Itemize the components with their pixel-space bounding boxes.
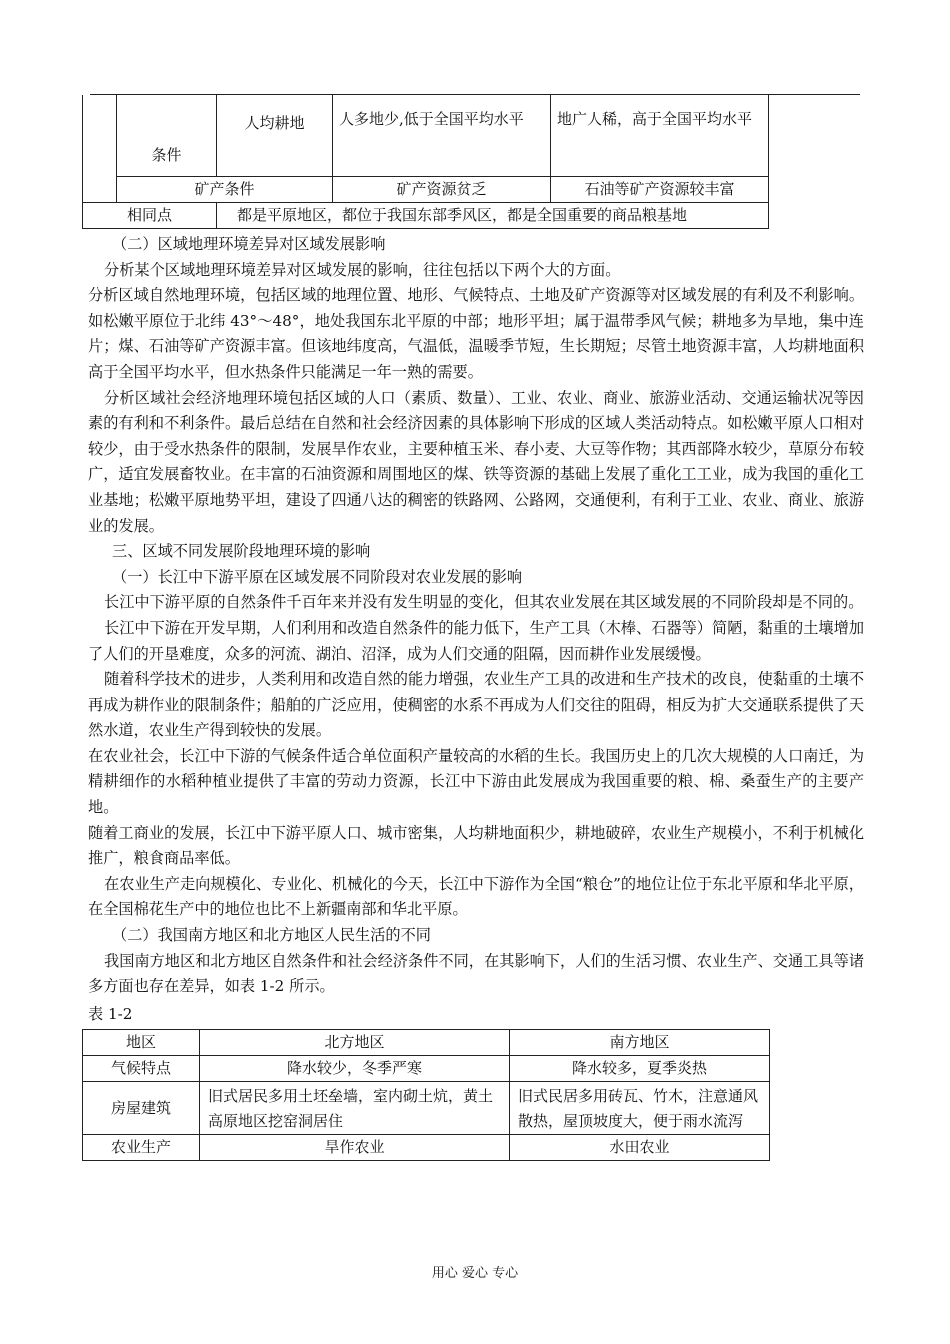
- paragraph: 在农业社会，长江中下游的气候条件适合单位面积产量较高的水稻的生长。我国历史上的几次大规模的人口南迁，为精耕细作的水稻种植业提供了丰富的劳动力资源，长江中下游由此发展成为我国重要的粮、棉、桑蚕生产的主要产地。: [88, 746, 864, 817]
- document-body: [88, 232, 864, 1161]
- paragraph: 我国南方地区和北方地区自然条件和社会经济条件不同，在其影响下，人们的生活习惯、农业生产、交通工具等诸多方面也存在差异，如表 1-2 所示。: [88, 951, 864, 996]
- table-row: [83, 1082, 770, 1135]
- paragraph: 长江中下游在开发早期，人们利用和改造自然条件的能力低下，生产工具（木棒、石器等）简陋，黏重的土壤增加了人们的开垦难度，众多的河流、湖泊、沼泽，成为人们交通的阻隔，因而耕作业发展缓慢。: [88, 618, 864, 663]
- condition-label: 条件: [117, 95, 217, 177]
- paragraph: 长江中下游平原的自然条件千百年来并没有发生明显的变化，但其农业发展在其区域发展的不同阶段却是不同的。: [104, 593, 864, 612]
- table-header-cell: 南方地区: [510, 1030, 770, 1056]
- comparison-table-top: [82, 94, 769, 229]
- table-row: [83, 1056, 770, 1082]
- table-caption: 表 1-2: [88, 1004, 133, 1023]
- condition-left-cell: 人多地少,低于全国平均水平: [333, 95, 551, 177]
- table-blank-cell: [83, 95, 117, 203]
- table-header-row: [83, 1030, 770, 1056]
- table-header-cell: 北方地区: [200, 1030, 510, 1056]
- table-cell: 旧式居民多用土坯垒墙，室内砌土炕，黄土高原地区挖窑洞居住: [200, 1082, 510, 1135]
- table-cell: 旱作农业: [200, 1135, 510, 1161]
- section-heading: （二）区域地理环境差异对区域发展影响: [112, 235, 386, 253]
- table-cell: 旧式民居多用砖瓦、竹木，注意通风散热，屋顶坡度大，便于雨水流泻: [510, 1082, 770, 1135]
- paragraph: 随着工商业的发展，长江中下游平原人口、城市密集，人均耕地面积少，耕地破碎，农业生产规模小，不利于机械化推广，粮食商品率低。: [88, 823, 864, 868]
- section-heading: （二）我国南方地区和北方地区人民生活的不同: [112, 926, 431, 945]
- paragraph: 分析区域社会经济地理环境包括区域的人口（素质、数量）、工业、农业、商业、旅游业活动、交通运输状况等因素的有利和不利条件。最后总结在自然和社会经济因素的具体影响下形成的区域人类活动特点。如松嫩平原人口相对较少，由于受水热条件的限制，发展旱作农业，主要种植玉米、春小麦、大豆等作物；其西部降水较少，草原分布较广，适宜发展畜牧业。在丰富的石油资源和周围地区的煤、铁等资源的基础上发展了重化工工业，成为我国的重化工业基地；松嫩平原地势平坦，建设了四通八达的稠密的铁路网、公路网，交通便利，有利于工业、农业、商业、旅游业的发展。: [88, 388, 864, 535]
- paragraph: 分析某个区域地理环境差异对区域发展的影响，往往包括以下两个大的方面。: [104, 260, 621, 279]
- section-heading: （一）长江中下游平原在区域发展不同阶段对农业发展的影响: [112, 567, 523, 586]
- paragraph: 随着科学技术的进步，人类利用和改造自然的能力增强，农业生产工具的改进和生产技术的改良，使黏重的土壤不再成为耕作业的限制条件；船舶的广泛应用，使稠密的水系不再成为人们交往的阻碍，相反为扩大交通联系提供了天然水道，农业生产得到较快的发展。: [88, 670, 864, 740]
- table-header-cell: 地区: [83, 1030, 200, 1056]
- table-cell: 水田农业: [510, 1135, 770, 1161]
- page-footer: 用心 爱心 专心: [431, 1266, 519, 1281]
- table-cell: 房屋建筑: [83, 1082, 200, 1135]
- mineral-right-cell: 石油等矿产资源较丰富: [551, 177, 769, 203]
- table-cell: 降水较多，夏季炎热: [510, 1056, 770, 1082]
- table-row: [83, 1135, 770, 1161]
- mineral-left-cell: 矿产资源贫乏: [333, 177, 551, 203]
- mineral-label: 矿产条件: [117, 177, 333, 203]
- same-point-label: 相同点: [83, 203, 217, 229]
- condition-right-cell: 地广人稀，高于全国平均水平: [551, 95, 769, 177]
- farmland-label: 人均耕地: [217, 95, 333, 177]
- table-cell: 气候特点: [83, 1056, 200, 1082]
- north-south-table: [82, 1029, 770, 1161]
- table-cell: 降水较少，冬季严寒: [200, 1056, 510, 1082]
- table-cell: 农业生产: [83, 1135, 200, 1161]
- same-point-value: 都是平原地区，都位于我国东部季风区，都是全国重要的商品粮基地: [217, 203, 769, 229]
- section-heading: 三、区域不同发展阶段地理环境的影响: [112, 542, 371, 561]
- paragraph: 分析区域自然地理环境，包括区域的地理位置、地形、气候特点、土地及矿产资源等对区域发展的有利及不利影响。如松嫩平原位于北纬 43°～48°，地处我国东北平原的中部；地形平坦；属于温带季风气候；耕地多为旱地，集中连片；煤、石油等矿产资源丰富。但该地纬度高，气温低，温暖季节短，生长期短；尽管土地资源丰富，人均耕地面积高于全国平均水平，但水热条件只能满足一年一熟的需要。: [88, 286, 864, 381]
- paragraph: 在农业生产走向规模化、专业化、机械化的今天，长江中下游作为全国“粮仓”的地位让位于东北平原和华北平原，在全国棉花生产中的地位也比不上新疆南部和华北平原。: [88, 874, 864, 919]
